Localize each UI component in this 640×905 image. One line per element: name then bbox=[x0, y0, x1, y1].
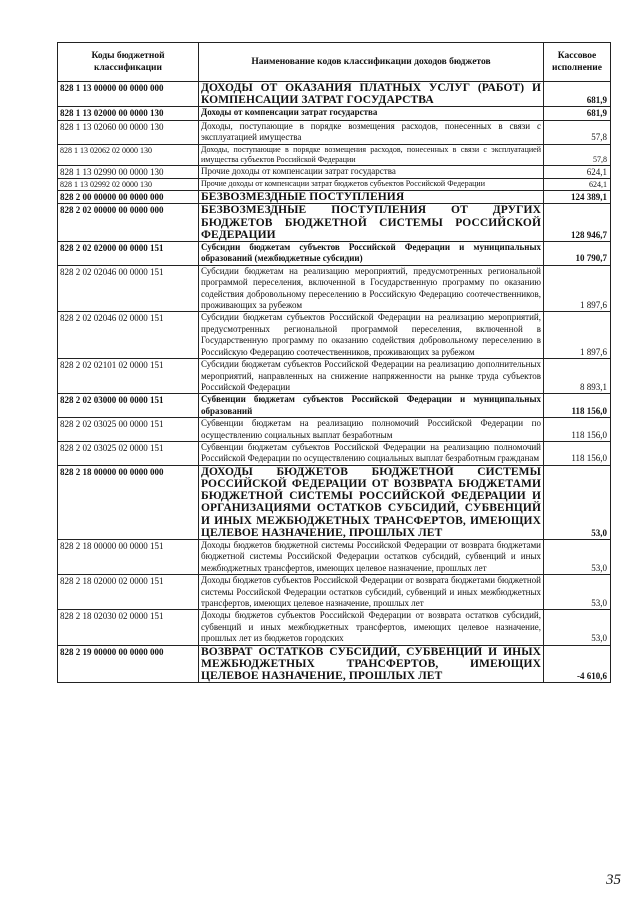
row-code: 828 2 19 00000 00 0000 000 bbox=[58, 645, 199, 683]
row-name: Субвенции бюджетам на реализацию полномочий Российской Федерации по осуществлению социальных выплат безработным bbox=[199, 418, 544, 442]
row-amount: 128 946,7 bbox=[544, 204, 611, 242]
row-name: Субвенции бюджетам субъектов Российской Федерации на реализацию полномочий Российской Федерации по осуществлению социальных выплат безработным гражданам bbox=[199, 441, 544, 465]
row-amount: 624,1 bbox=[544, 179, 611, 191]
row-name: Доходы, поступающие в порядке возмещения расходов, понесенных в связи с эксплуатацией имущества bbox=[199, 120, 544, 144]
row-amount: 8 893,1 bbox=[544, 359, 611, 394]
header-code: Коды бюджетной классификации bbox=[58, 43, 199, 82]
row-name: Доходы бюджетов бюджетной системы Российской Федерации от возврата бюджетами бюджетной системы Российской Федерации остатков субсидий, субвенций и иных межбюджетных трансфертов, имеющих целевое назначение, прошлых лет bbox=[199, 539, 544, 574]
row-code: 828 1 13 02062 02 0000 130 bbox=[58, 144, 199, 165]
row-amount: 53,0 bbox=[544, 539, 611, 574]
table-row bbox=[58, 394, 611, 418]
table-row bbox=[58, 204, 611, 242]
row-name: ВОЗВРАТ ОСТАТКОВ СУБСИДИЙ, СУБВЕНЦИЙ И ИНЫХ МЕЖБЮДЖЕТНЫХ ТРАНСФЕРТОВ, ИМЕЮЩИХ ЦЕЛЕВОЕ НАЗНАЧЕНИЕ, ПРОШЛЫХ ЛЕТ bbox=[199, 645, 544, 683]
row-name: Субсидии бюджетам субъектов Российской Федерации и муниципальных образований (межбюджетные субсидии) bbox=[199, 242, 544, 266]
row-name: Доходы бюджетов субъектов Российской Федерации от возврата остатков субсидий, субвенций и иных межбюджетных трансфертов, имеющих целевое назначение, прошлых лет из бюджетов городских bbox=[199, 610, 544, 645]
table-row bbox=[58, 575, 611, 610]
row-amount: 118 156,0 bbox=[544, 441, 611, 465]
row-code: 828 1 13 00000 00 0000 000 bbox=[58, 82, 199, 107]
table-row bbox=[58, 441, 611, 465]
row-code: 828 2 18 02030 02 0000 151 bbox=[58, 610, 199, 645]
row-amount: 681,9 bbox=[544, 107, 611, 120]
header-name: Наименование кодов классификации доходов бюджетов bbox=[199, 43, 544, 82]
row-code: 828 2 02 03025 00 0000 151 bbox=[58, 418, 199, 442]
table-row bbox=[58, 539, 611, 574]
row-amount: 53,0 bbox=[544, 610, 611, 645]
row-name: Прочие доходы от компенсации затрат бюджетов субъектов Российской Федерации bbox=[199, 179, 544, 191]
row-name: Субвенции бюджетам субъектов Российской Федерации и муниципальных образований bbox=[199, 394, 544, 418]
row-code: 828 2 18 02000 02 0000 151 bbox=[58, 575, 199, 610]
row-amount: 1 897,6 bbox=[544, 312, 611, 359]
row-amount: 118 156,0 bbox=[544, 418, 611, 442]
row-name: Доходы от компенсации затрат государства bbox=[199, 107, 544, 120]
row-amount: 118 156,0 bbox=[544, 394, 611, 418]
row-amount: 57,8 bbox=[544, 120, 611, 144]
row-amount: 53,0 bbox=[544, 575, 611, 610]
row-code: 828 1 13 02000 00 0000 130 bbox=[58, 107, 199, 120]
table-row bbox=[58, 645, 611, 683]
row-amount: 53,0 bbox=[544, 465, 611, 539]
table-row bbox=[58, 144, 611, 165]
row-code: 828 2 02 03025 02 0000 151 bbox=[58, 441, 199, 465]
row-name: Субсидии бюджетам на реализацию мероприятий, предусмотренных региональной программой переселения, включенной в Государственную программу по оказанию содействия добровольному переселению в Российскую Федерацию соотечественников, проживающих за рубежом bbox=[199, 265, 544, 312]
row-amount: 124 389,1 bbox=[544, 191, 611, 204]
row-code: 828 2 18 00000 00 0000 151 bbox=[58, 539, 199, 574]
row-code: 828 2 00 00000 00 0000 000 bbox=[58, 191, 199, 204]
table-row bbox=[58, 359, 611, 394]
row-code: 828 2 02 02101 02 0000 151 bbox=[58, 359, 199, 394]
row-code: 828 2 02 02000 00 0000 151 bbox=[58, 242, 199, 266]
row-name: ДОХОДЫ ОТ ОКАЗАНИЯ ПЛАТНЫХ УСЛУГ (РАБОТ) И КОМПЕНСАЦИИ ЗАТРАТ ГОСУДАРСТВА bbox=[199, 82, 544, 107]
table-row bbox=[58, 312, 611, 359]
table-row bbox=[58, 165, 611, 178]
row-code: 828 2 02 02046 02 0000 151 bbox=[58, 312, 199, 359]
table-row bbox=[58, 191, 611, 204]
row-code: 828 2 18 00000 00 0000 000 bbox=[58, 465, 199, 539]
row-amount: 57,8 bbox=[544, 144, 611, 165]
row-code: 828 2 02 02046 00 0000 151 bbox=[58, 265, 199, 312]
row-amount: 10 790,7 bbox=[544, 242, 611, 266]
row-code: 828 2 02 03000 00 0000 151 bbox=[58, 394, 199, 418]
row-name: Субсидии бюджетам субъектов Российской Федерации на реализацию мероприятий, предусмотренных региональной программой переселения, включенной в Государственную программу по оказанию содействия добровольному переселению в Российскую Федерацию соотечественников, проживающих за рубежом bbox=[199, 312, 544, 359]
table-row bbox=[58, 179, 611, 191]
table-row bbox=[58, 82, 611, 107]
table-row bbox=[58, 120, 611, 144]
table-row bbox=[58, 418, 611, 442]
row-name: Прочие доходы от компенсации затрат государства bbox=[199, 165, 544, 178]
budget-revenue-table bbox=[57, 42, 611, 683]
row-amount: 624,1 bbox=[544, 165, 611, 178]
row-name: ДОХОДЫ БЮДЖЕТОВ БЮДЖЕТНОЙ СИСТЕМЫ РОССИЙСКОЙ ФЕДЕРАЦИИ ОТ ВОЗВРАТА БЮДЖЕТАМИ БЮДЖЕТНОЙ СИСТЕМЫ РОССИЙСКОЙ ФЕДЕРАЦИИ И ОРГАНИЗАЦИЯМИ ОСТАТКОВ СУБСИДИЙ, СУБВЕНЦИЙ И ИНЫХ МЕЖБЮДЖЕТНЫХ ТРАНСФЕРТОВ, ИМЕЮЩИХ ЦЕЛЕВОЕ НАЗНАЧЕНИЕ, ПРОШЛЫХ ЛЕТ bbox=[199, 465, 544, 539]
row-name: БЕЗВОЗМЕЗДНЫЕ ПОСТУПЛЕНИЯ ОТ ДРУГИХ БЮДЖЕТОВ БЮДЖЕТНОЙ СИСТЕМЫ РОССИЙСКОЙ ФЕДЕРАЦИИ bbox=[199, 204, 544, 242]
table-row bbox=[58, 107, 611, 120]
row-code: 828 1 13 02990 00 0000 130 bbox=[58, 165, 199, 178]
row-amount: -4 610,6 bbox=[544, 645, 611, 683]
row-code: 828 1 13 02060 00 0000 130 bbox=[58, 120, 199, 144]
row-name: Субсидии бюджетам субъектов Российской Федерации на реализацию дополнительных мероприятий, направленных на снижение напряженности на рынке труда субъектов Российской Федерации bbox=[199, 359, 544, 394]
table-row bbox=[58, 265, 611, 312]
row-code: 828 1 13 02992 02 0000 130 bbox=[58, 179, 199, 191]
row-name: Доходы, поступающие в порядке возмещения расходов, понесенных в связи с эксплуатацией имущества субъектов Российской Федерации bbox=[199, 144, 544, 165]
table-row bbox=[58, 610, 611, 645]
header-amount: Кассовое исполнение bbox=[544, 43, 611, 82]
page-number: 35 bbox=[606, 872, 621, 888]
row-name: БЕЗВОЗМЕЗДНЫЕ ПОСТУПЛЕНИЯ bbox=[199, 191, 544, 204]
row-name: Доходы бюджетов субъектов Российской Федерации от возврата бюджетами бюджетной системы Российской Федерации остатков субсидий, субвенций и иных межбюджетных трансфертов, имеющих целевое назначение, прошлых лет bbox=[199, 575, 544, 610]
table-row bbox=[58, 242, 611, 266]
row-amount: 681,9 bbox=[544, 82, 611, 107]
table-row bbox=[58, 465, 611, 539]
table-header-row bbox=[58, 43, 611, 82]
row-code: 828 2 02 00000 00 0000 000 bbox=[58, 204, 199, 242]
row-amount: 1 897,6 bbox=[544, 265, 611, 312]
